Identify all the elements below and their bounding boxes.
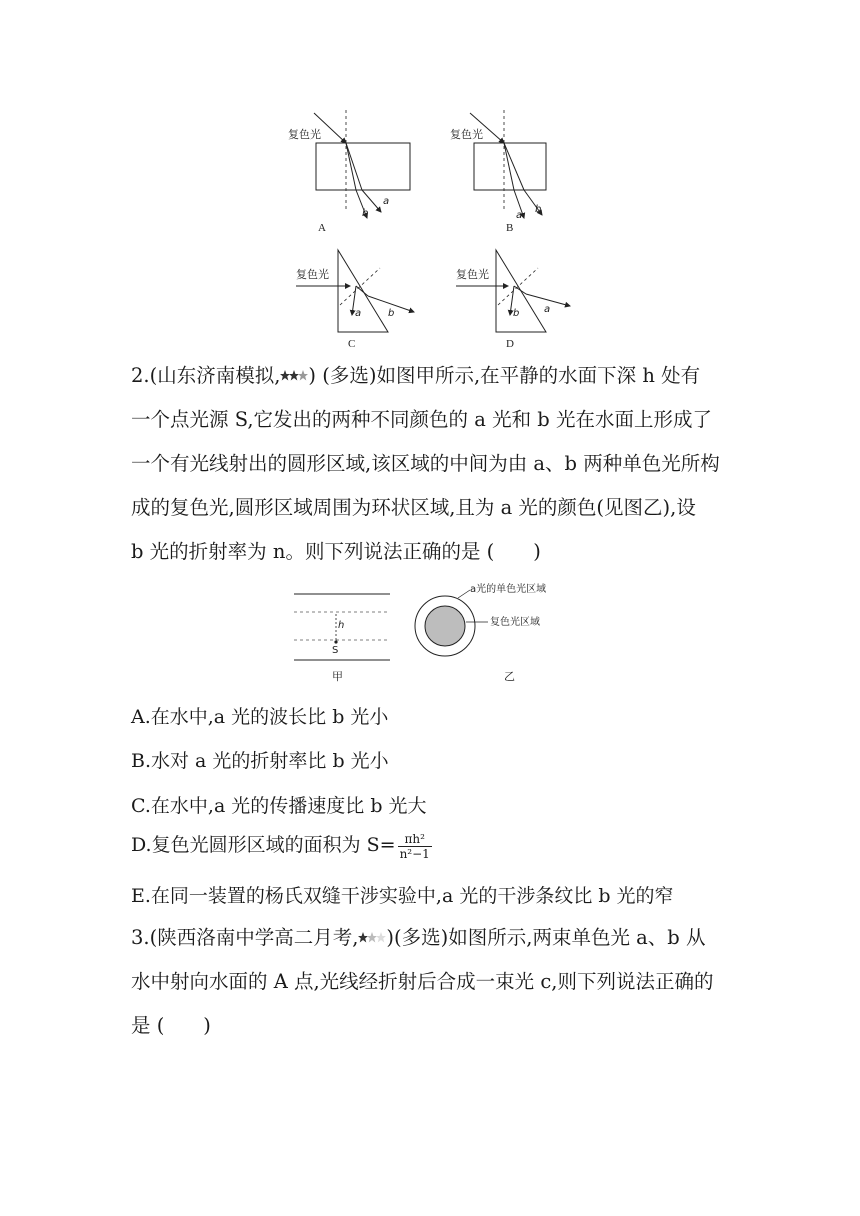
- q2-stem-line-2: 一个点光源 S,它发出的两种不同颜色的 a 光和 b 光在水面上形成了: [131, 408, 712, 431]
- q2-stem-line-5: b 光的折射率为 n。则下列说法正确的是 ( ): [131, 540, 541, 563]
- ring-region-label: a光的单色光区域: [470, 584, 547, 595]
- area-fraction: [398, 832, 432, 861]
- q3-number: 3.: [131, 926, 150, 949]
- panel-b-ray1-label: a: [516, 210, 523, 221]
- q2-stem: [131, 354, 731, 574]
- q2-option-e[interactable]: [131, 881, 674, 908]
- panel-c-ray1-label: a: [355, 308, 362, 319]
- q2-option-b[interactable]: [131, 746, 389, 773]
- panel-d-label: D: [506, 338, 514, 350]
- option-e-text: E.在同一装置的杨氏双缝干涉实验中,a 光的干涉条纹比 b 光的窄: [131, 885, 674, 907]
- q2-stem-line-1: 如图甲所示,在平静的水面下深 h 处有: [376, 364, 701, 387]
- panel-d: [456, 250, 570, 350]
- q2-option-c[interactable]: [131, 791, 427, 818]
- q3-stem-line-2: 水中射向水面的 A 点,光线经折射后合成一束光 c,则下列说法正确的: [131, 970, 714, 993]
- jia-label: 甲: [332, 671, 343, 683]
- fraction-numerator: πh²: [398, 832, 432, 847]
- q3-line-1: [131, 916, 731, 960]
- difficulty-stars-icon: [358, 931, 386, 945]
- panel-c: [296, 250, 414, 350]
- difficulty-stars-icon: [280, 369, 308, 383]
- q2-number: 2.: [131, 364, 150, 387]
- panel-b-label: B: [506, 222, 514, 234]
- q3-stem: [131, 916, 731, 1048]
- panel-b: [450, 110, 546, 234]
- q3-stem-line-3: 是 ( ): [131, 1014, 211, 1037]
- panel-c-incident-label: 复色光: [296, 268, 329, 281]
- source-label: S: [332, 645, 339, 656]
- q2-option-a[interactable]: [131, 702, 388, 729]
- q3-source-close: ): [386, 926, 395, 949]
- q2-stem-line-3: 一个有光线射出的圆形区域,该区域的中间为由 a、b 两种单色光所构: [131, 452, 720, 475]
- panel-a: [288, 110, 410, 234]
- q1-figure-svg: [280, 100, 580, 355]
- panel-b-incident-label: 复色光: [450, 128, 483, 141]
- q3-source: (陕西洛南中学高二月考,: [149, 926, 359, 949]
- depth-label: h: [338, 620, 345, 631]
- option-a-text: A.在水中,a 光的波长比 b 光小: [131, 706, 389, 728]
- q2-figure: [290, 578, 580, 688]
- q2-option-d[interactable]: [131, 830, 432, 861]
- option-b-text: B.水对 a 光的折射率比 b 光小: [131, 750, 389, 772]
- q3-stem-line-1: 如图所示,两束单色光 a、b 从: [448, 926, 706, 949]
- option-d-text: D.复色光圆形区域的面积为 S=: [131, 834, 396, 856]
- q3-type: (多选): [394, 926, 449, 949]
- q2-type: (多选): [322, 364, 377, 387]
- option-c-text: C.在水中,a 光的传播速度比 b 光大: [131, 795, 427, 817]
- figure-jia: [294, 594, 390, 683]
- yi-label: 乙: [504, 671, 515, 683]
- center-region-label: 复色光区域: [490, 617, 540, 628]
- figure-yi: [415, 582, 546, 683]
- q2-stem-line-4: 成的复色光,圆形区域周围为环状区域,且为 a 光的颜色(见图乙),设: [131, 496, 696, 519]
- panel-a-label: A: [318, 222, 326, 234]
- panel-c-label: C: [348, 338, 356, 350]
- q1-figure: [280, 100, 580, 355]
- panel-a-ray2-label: a: [383, 196, 390, 207]
- q2-source-close: ): [308, 364, 317, 387]
- panel-a-ray1-label: b: [362, 208, 369, 219]
- q2-line-1: [131, 354, 731, 398]
- panel-b-ray2-label: b: [535, 204, 542, 215]
- panel-d-ray1-label: b: [513, 308, 520, 319]
- q2-source: (山东济南模拟,: [149, 364, 281, 387]
- panel-d-incident-label: 复色光: [456, 268, 489, 281]
- q2-figure-svg: [290, 578, 580, 688]
- panel-a-incident-label: 复色光: [288, 128, 321, 141]
- panel-d-ray2-label: a: [544, 304, 551, 315]
- panel-c-ray2-label: b: [388, 308, 395, 319]
- fraction-denominator: n²−1: [399, 846, 430, 861]
